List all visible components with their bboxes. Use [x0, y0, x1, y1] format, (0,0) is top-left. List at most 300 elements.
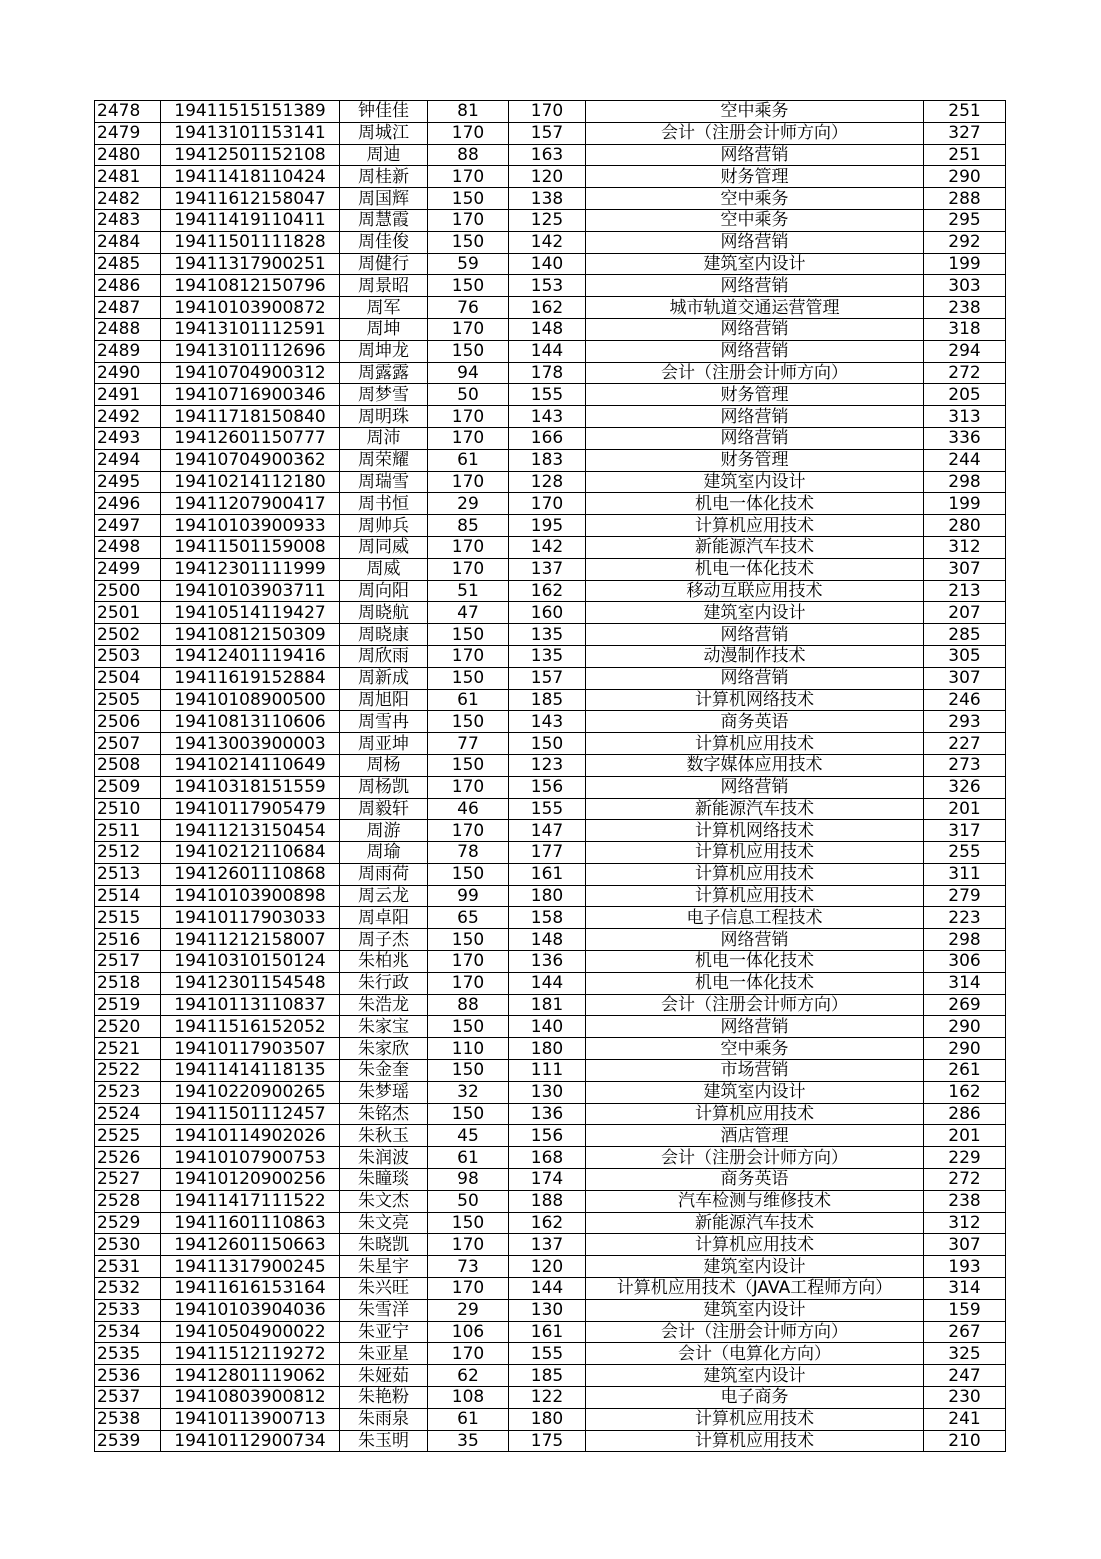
exam-id-cell: 19411213150454: [161, 820, 340, 842]
score-a-cell: 47: [428, 602, 509, 624]
table-row: [95, 188, 1006, 210]
table-row: [95, 384, 1006, 406]
total-score-cell: 230: [924, 1387, 1006, 1409]
exam-id-cell: 19411417111522: [161, 1190, 340, 1212]
student-name-cell: 周瑜: [340, 842, 428, 864]
major-cell: 新能源汽车技术: [586, 1212, 924, 1234]
student-name-cell: 周威: [340, 558, 428, 580]
exam-id-cell: 19411515151389: [161, 101, 340, 123]
score-a-cell: 150: [428, 340, 509, 362]
exam-id-cell: 19410107900753: [161, 1147, 340, 1169]
score-b-cell: 144: [509, 1278, 586, 1300]
score-b-cell: 162: [509, 580, 586, 602]
major-cell: 网络营销: [586, 318, 924, 340]
total-score-cell: 201: [924, 1125, 1006, 1147]
exam-id-cell: 19411419110411: [161, 209, 340, 231]
score-b-cell: 157: [509, 667, 586, 689]
row-number-cell: 2505: [95, 689, 161, 711]
table-row: [95, 1321, 1006, 1343]
table-body: [95, 101, 1006, 1452]
major-cell: 建筑室内设计: [586, 1365, 924, 1387]
table-row: [95, 1038, 1006, 1060]
total-score-cell: 285: [924, 624, 1006, 646]
major-cell: 网络营销: [586, 340, 924, 362]
score-b-cell: 170: [509, 493, 586, 515]
score-a-cell: 85: [428, 515, 509, 537]
score-b-cell: 120: [509, 1256, 586, 1278]
major-cell: 计算机网络技术: [586, 689, 924, 711]
row-number-cell: 2500: [95, 580, 161, 602]
score-b-cell: 168: [509, 1147, 586, 1169]
student-name-cell: 朱雨泉: [340, 1408, 428, 1430]
major-cell: 机电一体化技术: [586, 972, 924, 994]
major-cell: 计算机应用技术: [586, 1234, 924, 1256]
row-number-cell: 2489: [95, 340, 161, 362]
score-a-cell: 150: [428, 1212, 509, 1234]
table-row: [95, 885, 1006, 907]
major-cell: 移动互联应用技术: [586, 580, 924, 602]
row-number-cell: 2520: [95, 1016, 161, 1038]
score-b-cell: 135: [509, 624, 586, 646]
score-b-cell: 181: [509, 994, 586, 1016]
total-score-cell: 205: [924, 384, 1006, 406]
score-a-cell: 50: [428, 384, 509, 406]
major-cell: 空中乘务: [586, 188, 924, 210]
student-name-cell: 朱文亮: [340, 1212, 428, 1234]
student-name-cell: 朱柏兆: [340, 951, 428, 973]
score-a-cell: 73: [428, 1256, 509, 1278]
score-b-cell: 157: [509, 122, 586, 144]
row-number-cell: 2511: [95, 820, 161, 842]
score-a-cell: 61: [428, 1408, 509, 1430]
score-b-cell: 136: [509, 1103, 586, 1125]
student-name-cell: 周子杰: [340, 929, 428, 951]
major-cell: 会计（注册会计师方向）: [586, 362, 924, 384]
score-b-cell: 166: [509, 427, 586, 449]
exam-id-cell: 19410103903711: [161, 580, 340, 602]
major-cell: 网络营销: [586, 275, 924, 297]
exam-id-cell: 19412301154548: [161, 972, 340, 994]
total-score-cell: 288: [924, 188, 1006, 210]
score-b-cell: 175: [509, 1430, 586, 1452]
exam-id-cell: 19411516152052: [161, 1016, 340, 1038]
major-cell: 电子信息工程技术: [586, 907, 924, 929]
exam-id-cell: 19411512119272: [161, 1343, 340, 1365]
major-cell: 商务英语: [586, 711, 924, 733]
major-cell: 机电一体化技术: [586, 493, 924, 515]
table-row: [95, 602, 1006, 624]
student-name-cell: 周城江: [340, 122, 428, 144]
table-row: [95, 1190, 1006, 1212]
total-score-cell: 223: [924, 907, 1006, 929]
student-name-cell: 周杨: [340, 754, 428, 776]
major-cell: 建筑室内设计: [586, 1299, 924, 1321]
total-score-cell: 305: [924, 645, 1006, 667]
score-a-cell: 150: [428, 754, 509, 776]
score-b-cell: 183: [509, 449, 586, 471]
table-row: [95, 972, 1006, 994]
student-name-cell: 周沛: [340, 427, 428, 449]
table-row: [95, 798, 1006, 820]
student-name-cell: 周荣耀: [340, 449, 428, 471]
score-b-cell: 162: [509, 297, 586, 319]
score-b-cell: 155: [509, 798, 586, 820]
score-a-cell: 77: [428, 733, 509, 755]
score-a-cell: 46: [428, 798, 509, 820]
table-row: [95, 842, 1006, 864]
student-name-cell: 朱亚宁: [340, 1321, 428, 1343]
major-cell: 数字媒体应用技术: [586, 754, 924, 776]
table-row: [95, 1256, 1006, 1278]
exam-id-cell: 19410704900362: [161, 449, 340, 471]
exam-id-cell: 19411501159008: [161, 536, 340, 558]
row-number-cell: 2504: [95, 667, 161, 689]
score-b-cell: 137: [509, 1234, 586, 1256]
score-b-cell: 153: [509, 275, 586, 297]
score-a-cell: 29: [428, 493, 509, 515]
table-row: [95, 1430, 1006, 1452]
major-cell: 会计（注册会计师方向）: [586, 1321, 924, 1343]
table-row: [95, 1060, 1006, 1082]
table-row: [95, 667, 1006, 689]
row-number-cell: 2503: [95, 645, 161, 667]
total-score-cell: 286: [924, 1103, 1006, 1125]
score-a-cell: 61: [428, 689, 509, 711]
total-score-cell: 255: [924, 842, 1006, 864]
exam-id-cell: 19412601110868: [161, 863, 340, 885]
row-number-cell: 2509: [95, 776, 161, 798]
table-row: [95, 1387, 1006, 1409]
row-number-cell: 2482: [95, 188, 161, 210]
row-number-cell: 2536: [95, 1365, 161, 1387]
total-score-cell: 247: [924, 1365, 1006, 1387]
exam-id-cell: 19410214110649: [161, 754, 340, 776]
score-b-cell: 142: [509, 536, 586, 558]
exam-id-cell: 19410117903033: [161, 907, 340, 929]
total-score-cell: 244: [924, 449, 1006, 471]
total-score-cell: 229: [924, 1147, 1006, 1169]
total-score-cell: 327: [924, 122, 1006, 144]
exam-id-cell: 19410108900500: [161, 689, 340, 711]
exam-id-cell: 19412601150663: [161, 1234, 340, 1256]
score-a-cell: 150: [428, 231, 509, 253]
exam-id-cell: 19410103900933: [161, 515, 340, 537]
score-b-cell: 120: [509, 166, 586, 188]
total-score-cell: 307: [924, 558, 1006, 580]
total-score-cell: 294: [924, 340, 1006, 362]
row-number-cell: 2501: [95, 602, 161, 624]
row-number-cell: 2513: [95, 863, 161, 885]
total-score-cell: 201: [924, 798, 1006, 820]
total-score-cell: 241: [924, 1408, 1006, 1430]
score-a-cell: 170: [428, 776, 509, 798]
row-number-cell: 2525: [95, 1125, 161, 1147]
major-cell: 计算机应用技术: [586, 1430, 924, 1452]
table-row: [95, 624, 1006, 646]
student-score-table: [94, 100, 1006, 1452]
student-name-cell: 周瑞雪: [340, 471, 428, 493]
student-name-cell: 周梦雪: [340, 384, 428, 406]
exam-id-cell: 19410212110684: [161, 842, 340, 864]
row-number-cell: 2527: [95, 1169, 161, 1191]
major-cell: 网络营销: [586, 231, 924, 253]
major-cell: 网络营销: [586, 624, 924, 646]
exam-id-cell: 19410220900265: [161, 1081, 340, 1103]
score-b-cell: 163: [509, 144, 586, 166]
score-b-cell: 185: [509, 689, 586, 711]
row-number-cell: 2539: [95, 1430, 161, 1452]
score-b-cell: 138: [509, 188, 586, 210]
table-row: [95, 318, 1006, 340]
row-number-cell: 2479: [95, 122, 161, 144]
row-number-cell: 2517: [95, 951, 161, 973]
score-b-cell: 170: [509, 101, 586, 123]
score-a-cell: 170: [428, 471, 509, 493]
score-a-cell: 170: [428, 166, 509, 188]
student-name-cell: 周亚坤: [340, 733, 428, 755]
major-cell: 计算机应用技术: [586, 885, 924, 907]
total-score-cell: 336: [924, 427, 1006, 449]
table-row: [95, 231, 1006, 253]
score-a-cell: 51: [428, 580, 509, 602]
total-score-cell: 251: [924, 101, 1006, 123]
score-a-cell: 150: [428, 667, 509, 689]
major-cell: 建筑室内设计: [586, 602, 924, 624]
score-a-cell: 170: [428, 972, 509, 994]
table-row: [95, 645, 1006, 667]
table-row: [95, 863, 1006, 885]
total-score-cell: 307: [924, 1234, 1006, 1256]
exam-id-cell: 19410114902026: [161, 1125, 340, 1147]
total-score-cell: 313: [924, 406, 1006, 428]
score-b-cell: 178: [509, 362, 586, 384]
score-a-cell: 106: [428, 1321, 509, 1343]
total-score-cell: 273: [924, 754, 1006, 776]
score-b-cell: 180: [509, 1038, 586, 1060]
score-b-cell: 128: [509, 471, 586, 493]
row-number-cell: 2495: [95, 471, 161, 493]
major-cell: 新能源汽车技术: [586, 536, 924, 558]
table-row: [95, 122, 1006, 144]
table-row: [95, 689, 1006, 711]
major-cell: 汽车检测与维修技术: [586, 1190, 924, 1212]
table-row: [95, 101, 1006, 123]
table-row: [95, 1103, 1006, 1125]
row-number-cell: 2497: [95, 515, 161, 537]
student-name-cell: 周新成: [340, 667, 428, 689]
student-name-cell: 朱梦瑶: [340, 1081, 428, 1103]
total-score-cell: 292: [924, 231, 1006, 253]
major-cell: 财务管理: [586, 166, 924, 188]
exam-id-cell: 19413003900003: [161, 733, 340, 755]
row-number-cell: 2485: [95, 253, 161, 275]
row-number-cell: 2526: [95, 1147, 161, 1169]
student-name-cell: 朱文杰: [340, 1190, 428, 1212]
total-score-cell: 312: [924, 536, 1006, 558]
exam-id-cell: 19410103900898: [161, 885, 340, 907]
exam-id-cell: 19411501111828: [161, 231, 340, 253]
score-a-cell: 150: [428, 929, 509, 951]
student-name-cell: 朱家宝: [340, 1016, 428, 1038]
score-a-cell: 170: [428, 318, 509, 340]
student-name-cell: 朱润波: [340, 1147, 428, 1169]
major-cell: 建筑室内设计: [586, 1081, 924, 1103]
major-cell: 网络营销: [586, 427, 924, 449]
student-name-cell: 周欣雨: [340, 645, 428, 667]
student-name-cell: 周同威: [340, 536, 428, 558]
total-score-cell: 318: [924, 318, 1006, 340]
exam-id-cell: 19410214112180: [161, 471, 340, 493]
total-score-cell: 303: [924, 275, 1006, 297]
major-cell: 计算机应用技术: [586, 733, 924, 755]
exam-id-cell: 19411317900245: [161, 1256, 340, 1278]
student-name-cell: 周晓航: [340, 602, 428, 624]
exam-id-cell: 19410813110606: [161, 711, 340, 733]
total-score-cell: 293: [924, 711, 1006, 733]
score-a-cell: 94: [428, 362, 509, 384]
table-row: [95, 1147, 1006, 1169]
score-a-cell: 98: [428, 1169, 509, 1191]
row-number-cell: 2487: [95, 297, 161, 319]
student-name-cell: 周明珠: [340, 406, 428, 428]
total-score-cell: 261: [924, 1060, 1006, 1082]
student-name-cell: 周云龙: [340, 885, 428, 907]
total-score-cell: 159: [924, 1299, 1006, 1321]
student-name-cell: 朱亚星: [340, 1343, 428, 1365]
row-number-cell: 2523: [95, 1081, 161, 1103]
row-number-cell: 2506: [95, 711, 161, 733]
score-b-cell: 148: [509, 929, 586, 951]
exam-id-cell: 19411414118135: [161, 1060, 340, 1082]
row-number-cell: 2491: [95, 384, 161, 406]
table-row: [95, 951, 1006, 973]
score-b-cell: 162: [509, 1212, 586, 1234]
table-row: [95, 515, 1006, 537]
table-row: [95, 340, 1006, 362]
table-row: [95, 1081, 1006, 1103]
score-b-cell: 160: [509, 602, 586, 624]
score-b-cell: 177: [509, 842, 586, 864]
row-number-cell: 2538: [95, 1408, 161, 1430]
table-row: [95, 427, 1006, 449]
score-a-cell: 170: [428, 558, 509, 580]
student-name-cell: 周军: [340, 297, 428, 319]
exam-id-cell: 19411601110863: [161, 1212, 340, 1234]
score-a-cell: 50: [428, 1190, 509, 1212]
score-a-cell: 170: [428, 406, 509, 428]
table-row: [95, 275, 1006, 297]
table-row: [95, 144, 1006, 166]
score-b-cell: 150: [509, 733, 586, 755]
table-row: [95, 776, 1006, 798]
exam-id-cell: 19410103904036: [161, 1299, 340, 1321]
major-cell: 财务管理: [586, 449, 924, 471]
total-score-cell: 199: [924, 253, 1006, 275]
score-b-cell: 148: [509, 318, 586, 340]
score-b-cell: 185: [509, 1365, 586, 1387]
student-name-cell: 朱行政: [340, 972, 428, 994]
table-row: [95, 253, 1006, 275]
table-row: [95, 493, 1006, 515]
score-b-cell: 155: [509, 1343, 586, 1365]
score-a-cell: 99: [428, 885, 509, 907]
score-a-cell: 45: [428, 1125, 509, 1147]
exam-id-cell: 19410310150124: [161, 951, 340, 973]
total-score-cell: 314: [924, 1278, 1006, 1300]
row-number-cell: 2496: [95, 493, 161, 515]
exam-id-cell: 19413101153141: [161, 122, 340, 144]
total-score-cell: 317: [924, 820, 1006, 842]
total-score-cell: 199: [924, 493, 1006, 515]
total-score-cell: 280: [924, 515, 1006, 537]
exam-id-cell: 19412601150777: [161, 427, 340, 449]
score-a-cell: 150: [428, 188, 509, 210]
student-name-cell: 周游: [340, 820, 428, 842]
score-a-cell: 170: [428, 1234, 509, 1256]
exam-id-cell: 19412301111999: [161, 558, 340, 580]
total-score-cell: 311: [924, 863, 1006, 885]
total-score-cell: 312: [924, 1212, 1006, 1234]
score-b-cell: 161: [509, 863, 586, 885]
score-b-cell: 161: [509, 1321, 586, 1343]
table-row: [95, 929, 1006, 951]
score-b-cell: 125: [509, 209, 586, 231]
row-number-cell: 2507: [95, 733, 161, 755]
major-cell: 建筑室内设计: [586, 471, 924, 493]
major-cell: 空中乘务: [586, 1038, 924, 1060]
total-score-cell: 272: [924, 362, 1006, 384]
score-a-cell: 61: [428, 1147, 509, 1169]
major-cell: 商务英语: [586, 1169, 924, 1191]
table-row: [95, 733, 1006, 755]
student-name-cell: 朱玉明: [340, 1430, 428, 1452]
exam-id-cell: 19410112900734: [161, 1430, 340, 1452]
total-score-cell: 193: [924, 1256, 1006, 1278]
total-score-cell: 251: [924, 144, 1006, 166]
student-name-cell: 周桂新: [340, 166, 428, 188]
row-number-cell: 2481: [95, 166, 161, 188]
score-b-cell: 137: [509, 558, 586, 580]
total-score-cell: 307: [924, 667, 1006, 689]
student-name-cell: 朱雪洋: [340, 1299, 428, 1321]
total-score-cell: 213: [924, 580, 1006, 602]
student-name-cell: 周向阳: [340, 580, 428, 602]
student-name-cell: 周露露: [340, 362, 428, 384]
major-cell: 网络营销: [586, 929, 924, 951]
total-score-cell: 238: [924, 297, 1006, 319]
table-row: [95, 907, 1006, 929]
total-score-cell: 325: [924, 1343, 1006, 1365]
table-row: [95, 1125, 1006, 1147]
exam-id-cell: 19411718150840: [161, 406, 340, 428]
major-cell: 机电一体化技术: [586, 951, 924, 973]
row-number-cell: 2518: [95, 972, 161, 994]
table-row: [95, 362, 1006, 384]
table-row: [95, 820, 1006, 842]
student-name-cell: 朱兴旺: [340, 1278, 428, 1300]
score-b-cell: 155: [509, 384, 586, 406]
score-b-cell: 180: [509, 1408, 586, 1430]
score-b-cell: 122: [509, 1387, 586, 1409]
row-number-cell: 2528: [95, 1190, 161, 1212]
student-name-cell: 周帅兵: [340, 515, 428, 537]
row-number-cell: 2537: [95, 1387, 161, 1409]
score-b-cell: 144: [509, 972, 586, 994]
score-a-cell: 170: [428, 951, 509, 973]
student-name-cell: 周健行: [340, 253, 428, 275]
row-number-cell: 2519: [95, 994, 161, 1016]
major-cell: 酒店管理: [586, 1125, 924, 1147]
